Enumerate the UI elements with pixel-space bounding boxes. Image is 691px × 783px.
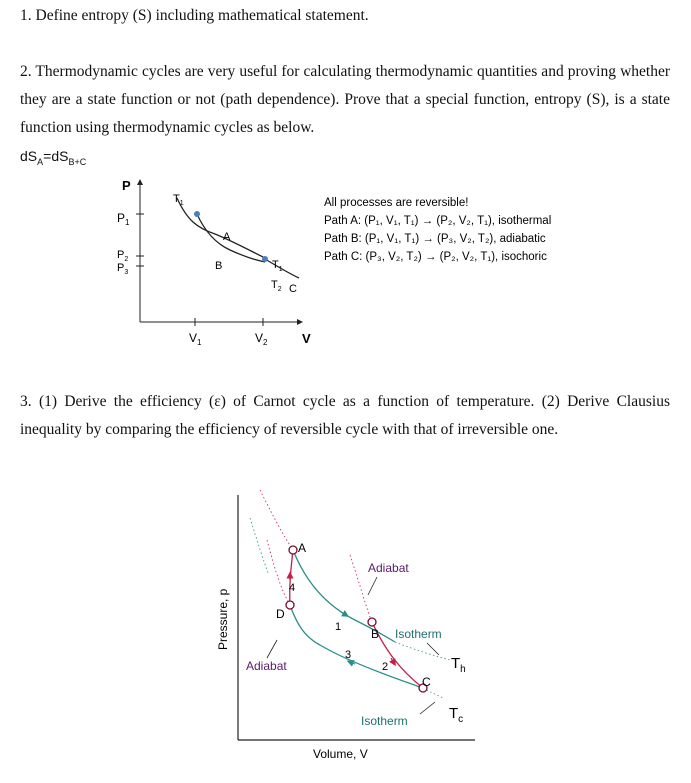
state-point-2 xyxy=(262,256,268,262)
t1-label-right: $T_1$ xyxy=(272,259,283,273)
p1-label: $P_1$ xyxy=(117,211,130,227)
p3-label: $P_3$ xyxy=(117,262,129,276)
question-1: 1. Define entropy (S) including mathematical statement. xyxy=(20,7,369,24)
path-b-description: Path B: (P₁, V₁, T₁) → (P₃, V₂, T₂), adiabatic xyxy=(324,233,546,245)
path-c-label: C xyxy=(289,283,297,295)
path-b-label: B xyxy=(215,260,223,272)
t1-label-top: $T_1$ xyxy=(173,193,184,207)
reversible-note: All processes are reversible! xyxy=(324,197,469,209)
point-c-label: C xyxy=(422,675,431,689)
equation-equals: = xyxy=(43,148,52,164)
th-label: $T_h$ xyxy=(451,655,466,675)
question-3: 3. (1) Derive the efficiency (ε) of Carnot cycle as a function of temperature. (2) Derive Clausius inequality by comparing the efficiency of reversible cycle with that of irreversible one. xyxy=(20,393,670,438)
equation-rhs: dS xyxy=(51,148,69,164)
point-d-marker xyxy=(286,601,294,609)
step-2-label: 2 xyxy=(382,661,389,673)
p2-label: $P_2$ xyxy=(117,249,129,263)
isotherm-label-top: Isotherm xyxy=(395,627,442,641)
p-axis-label: P xyxy=(122,178,131,193)
state-point-1 xyxy=(194,211,200,217)
pressure-axis-label: Pressure, p xyxy=(216,588,230,650)
isotherm-tc-curve xyxy=(290,605,423,688)
v2-label: $V_2$ xyxy=(255,331,268,347)
path-a-description: Path A: (P₁, V₁, T₁) → (P₂, V₂, T₁), isothermal xyxy=(324,215,552,227)
t2-label: $T_2$ xyxy=(271,279,282,293)
v1-label: $V_1$ xyxy=(189,331,202,347)
adiabat-label-top: Adiabat xyxy=(368,561,409,575)
point-a-label: A xyxy=(298,541,307,555)
equation-rhs-sub: B+C xyxy=(68,156,87,167)
path-b-curve xyxy=(197,214,265,262)
isotherm-label-bottom: Isotherm xyxy=(361,714,408,728)
v-axis-label: V xyxy=(302,331,311,346)
point-a-marker xyxy=(289,546,297,554)
step-1-label: 1 xyxy=(335,621,342,633)
adiabat-label-bottom: Adiabat xyxy=(246,659,287,673)
equation-lhs: dS xyxy=(20,148,38,164)
point-b-marker xyxy=(368,618,376,626)
path-a-curve xyxy=(177,198,265,258)
equation-lhs-sub: A xyxy=(37,156,44,167)
path-a-label: A xyxy=(223,231,231,243)
step-4-label: 4 xyxy=(289,582,296,594)
pv-path-diagram xyxy=(105,170,585,350)
carnot-cycle-diagram xyxy=(205,480,485,765)
step-3-label: 3 xyxy=(345,649,352,661)
point-b-label: B xyxy=(371,627,380,641)
path-c-description: Path C: (P₃, V₂, T₂) → (P₂, V₂, T₁), isochoric xyxy=(324,251,547,263)
question-2: 2. Thermodynamic cycles are very useful for calculating thermodynamic quantities and proving whether they are a state function or not (path dependence). Prove that a special function, entropy (S), is a state function using thermodynamic cycles as below. xyxy=(20,63,670,136)
point-d-label: D xyxy=(276,607,285,621)
tc-label: $T_c$ xyxy=(449,705,464,725)
volume-axis-label: Volume, V xyxy=(313,747,368,761)
arrow-step-1 xyxy=(341,612,346,615)
